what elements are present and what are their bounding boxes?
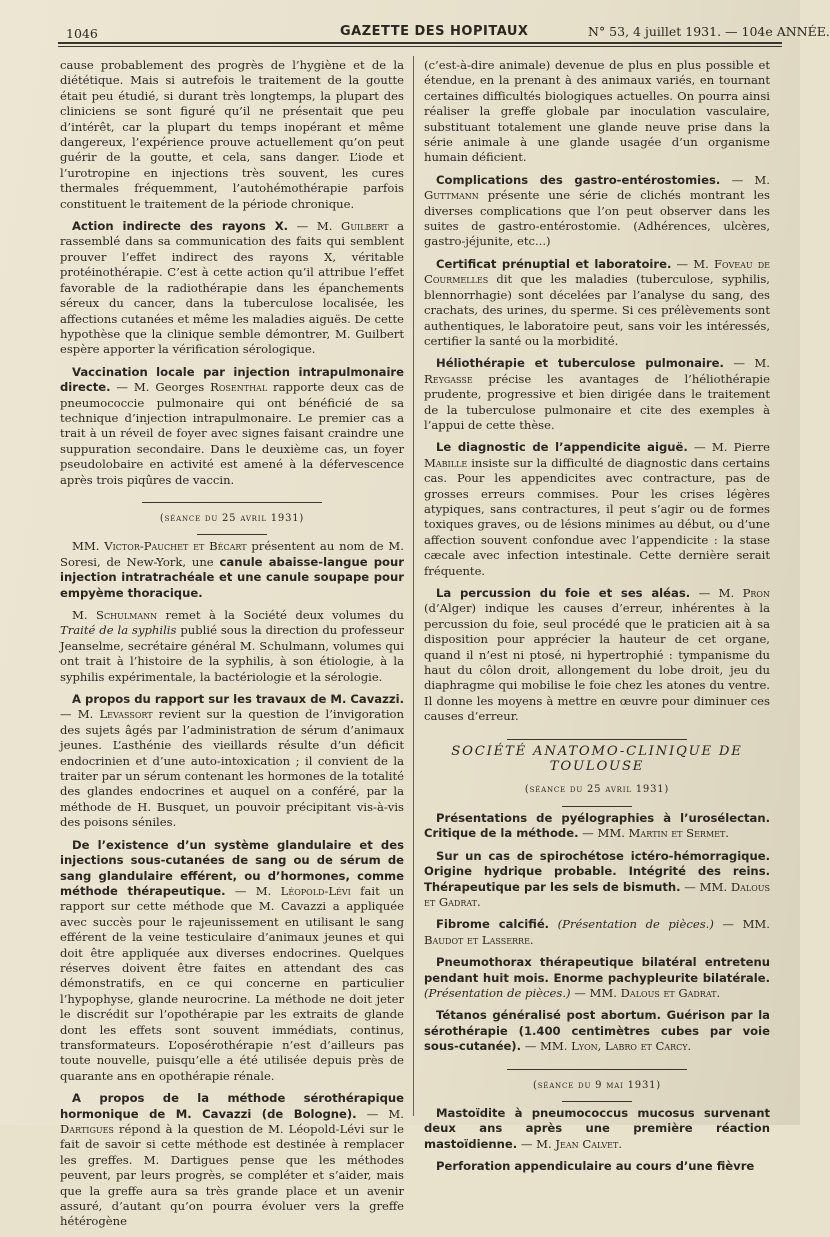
journal-title: GAZETTE DES HOPITAUX bbox=[340, 24, 529, 39]
right-column bbox=[424, 58, 770, 1182]
section-divider bbox=[507, 739, 687, 740]
author-name: Rosenthal bbox=[210, 380, 268, 395]
note-italic: (Présentation de pièces.) bbox=[424, 985, 571, 1000]
author-name: Levassort bbox=[99, 707, 153, 722]
article-heading: Tétanos généralisé post abortum. Guérison par la sérothérapie (1.400 centimètres cubes par voie sous-cutanée). bbox=[424, 1008, 770, 1054]
author-name: Guttmann bbox=[424, 188, 479, 203]
author-name: Mabille bbox=[424, 455, 468, 470]
article-heading: Perforation appendiculaire au cours d’une fièvre bbox=[436, 1159, 755, 1174]
author-name: — MM. Dalous et Gadrat. bbox=[424, 879, 771, 909]
article-heading: Le diagnostic de l’appendicite aiguë. bbox=[436, 440, 688, 455]
article-heading: Vaccination locale par injection intrapulmonaire directe. bbox=[60, 364, 404, 395]
article-heading: Action indirecte des rayons X. bbox=[72, 219, 289, 234]
article-paragraph: Action indirecte des rayons X. — M. Guilbert a rassemblé dans sa communication des faits qui semblent prouver l’effet indirect des rayons X, véritable protéinothérapie. C’est à cette action qu’il attribue l’effet favorable de la radiothérapie dans les épanchements séreux du cancer, dans la tuberculose localisée, les affections cutanées et même les maladies aiguës. De cette hypothèse que la clinique semble démontrer, M. Guilbert espère apporter la vérification sérologique. bbox=[60, 219, 405, 357]
session-date: (séance du 9 mai 1931) bbox=[533, 1079, 661, 1091]
author-name: — MM. Lyon, Labro et Carcy. bbox=[521, 1039, 692, 1054]
article-paragraph bbox=[424, 917, 770, 948]
article-heading: Présentations de pyélographies à l’urosélectan. Critique de la méthode. bbox=[424, 810, 770, 841]
article-paragraph: Le diagnostic de l’appendicite aiguë. — M. Pierre Mabille insiste sur la difficulté de diagnostic dans certains cas. Pour les appendicites avec contracture, pas de grosses erreurs commises. Pour les crises légères atypiques, sans contractures, il peut s’agir ou de formes toxiques graves, ou de lésions minimes au début, ou d’une affection souvent confondue avec l’appendicite : la stase cæcale avec infection intestinale. Cette dernière serait fréquente. bbox=[424, 440, 770, 578]
session-date: (séance du 25 avril 1931) bbox=[159, 512, 305, 524]
article-heading: La percussion du foie et ses aléas. bbox=[436, 586, 691, 600]
book-title: Traité de la syphilis bbox=[60, 623, 177, 638]
section-divider bbox=[562, 1101, 632, 1102]
article-paragraph: A propos du rapport sur les travaux de M. Cavazzi. — M. Levassort revient sur la question de l’invigoration des sujets âgés par l’administration de sérum d’animaux jeunes. L’asthénie des vieillards résulte d’un déficit endocrinien et d’une auto-intoxication ; il convient de la traiter par un sérum contenant les hormones de la totalité des glandes endocrines et auquel on a conféré, par la méthode de H. Busquet, un pouvoir précipitant vis-à-vis des poisons séniles. bbox=[60, 692, 404, 830]
author-name: — MM. Martin et Sermet. bbox=[578, 826, 729, 841]
section-divider bbox=[507, 1069, 687, 1070]
society-heading: SOCIÉTÉ ANATOMO-CLINIQUE DE TOULOUSE bbox=[451, 743, 743, 775]
article-paragraph: Certificat prénuptial et laboratoire. — M. Foveau de Courmelles dit que les maladies (tuberculose, syphilis, blennorrhagie) sont décelées par l’analyse du sang, des crachats, des urines, du sperme. Si ces prélèvements sont authentiques, le laboratoire peut, sans voir les intéressés, certifier la santé ou la morbidité. bbox=[424, 256, 770, 348]
article-heading: canule abaisse-langue pour injection intratrachéale et une canule soupape pour empyème thoracique. bbox=[60, 554, 404, 600]
article-paragraph bbox=[424, 955, 770, 1001]
article-heading: Mastoïdite à pneumococcus mucosus survenant deux ans après une première réaction mastoïdienne. bbox=[424, 1105, 770, 1151]
author-name: Reygasse bbox=[424, 371, 473, 386]
article-paragraph bbox=[424, 1008, 770, 1054]
article-heading: Fibrome calcifié. bbox=[436, 917, 550, 932]
author-name: Victor-Pauchet et Bécart bbox=[104, 539, 247, 554]
article-paragraph bbox=[424, 1159, 770, 1174]
article-heading: Complications des gastro-entérostomies. bbox=[436, 172, 721, 187]
section-divider bbox=[142, 502, 322, 503]
section-divider bbox=[562, 806, 632, 807]
left-column bbox=[60, 58, 404, 1237]
article-paragraph bbox=[424, 1106, 770, 1152]
article-paragraph: cause probablement des progrès de l’hygiène et de la diététique. Mais si autrefois le traitement de la goutte était peu étudié, si durant très longtemps, la plupart des cliniciens se sont figuré qu’il ne présentait que peu d’intérêt, car la plupart du temps inopérant et même dangereux, l’expérience prouve actuellement qu’on peut guérir de la goutte, et cela, sans danger. L’iode et l’urotropine en injections très souvent, les cures thermales fréquemment, l’autohémothérapie parfois constituent le traitement de la période chronique. bbox=[60, 58, 404, 211]
header-rule bbox=[58, 42, 782, 44]
header-rule-thin bbox=[58, 46, 782, 47]
author-name: M. Guilbert bbox=[316, 219, 389, 234]
issue-line: N° 53, 4 juillet 1931. — 104e ANNÉE. bbox=[588, 24, 830, 39]
article-heading: Certificat prénuptial et laboratoire. bbox=[436, 256, 672, 271]
article-heading: A propos du rapport sur les travaux de M. Cavazzi. bbox=[72, 692, 404, 707]
article-heading: Sur un cas de spirochétose ictéro-hémorragique. Origine hydrique probable. Intégrité des reins. Thérapeutique par les sels de bismuth. bbox=[424, 848, 770, 894]
author-name: — MM. Dalous et Gadrat. bbox=[570, 985, 721, 1000]
author-name: Schulmann bbox=[96, 608, 158, 622]
author-name: — MM. Baudot et Lasserre. bbox=[424, 917, 770, 947]
author-name: Léopold-Lévi bbox=[280, 883, 351, 898]
note-italic: (Présentation de pièces.) bbox=[549, 917, 714, 932]
page-header bbox=[50, 14, 830, 41]
author-name: — M. Jean Calvet. bbox=[517, 1136, 623, 1151]
article-paragraph: M. Schulmann remet à la Société deux volumes du Traité de la syphilis publié sous la direction du professeur Jeanselme, secrétaire général M. Schulmann, volumes qui ont trait à l’histoire de la syphilis, à son étiologie, à la syphilis expérimentale, la bactériologie et la sérologie. bbox=[60, 608, 405, 684]
article-paragraph: (c’est-à-dire animale) devenue de plus en plus possible et étendue, en la prenant à des animaux variés, en tournant certaines difficultés biologiques actuelles. On pourra ainsi réaliser la greffe globale par inoculation vasculaire, substituant totalement une glande neuve prise dans la série animale à une glande usagée d’un organisme humain déficient. bbox=[424, 58, 770, 165]
article-paragraph: MM. Victor-Pauchet et Bécart présentent au nom de M. Soresi, de New-York, une canule abaisse-langue pour injection intratrachéale et une canule soupape pour empyème thoracique. bbox=[60, 539, 404, 600]
article-paragraph: Complications des gastro-entérostomies. — M. Guttmann présente une série de clichés montrant les diverses complications que l’on peut observer dans les suites de gastro-entérostomie. (Adhérences, ulcères, gastro-jéjunite, etc...) bbox=[424, 172, 770, 249]
article-paragraph: La percussion du foie et ses aléas. — M. Pron (d’Alger) indique les causes d’erreur, inhérentes à la percussion du foie, seul procédé que le praticien ait à sa disposition pour apprécier la hauteur de cet organe, quand il n’est ni ptosé, ni hypertrophié : tympanisme du haut du côlon droit, allongement du lobe droit, jeu du diaphragme qui mobilise le foie chez les atones du ventre. Il donne les moyens à mettre en œuvre pour diminuer ces causes d’erreur. bbox=[424, 586, 770, 724]
article-paragraph bbox=[424, 849, 770, 911]
article-paragraph: De l’existence d’un système glandulaire et des injections sous-cutanées de sang ou de sérum de sang glandulaire efférent, ou d’hormones, comme méthode thérapeutique. — M. Léopold-Lévi fait un rapport sur cette méthode que M. Cavazzi a appliquée avec succès pour le rajeunissement en utilisant le sang efférent de la veine testiculaire d’animaux jeunes et qui doit être appliquée aux diverses endocrines. Quelques réserves doivent être faites en attendant des cas démonstratifs, en ce qui concerne en particulier l’hypophyse, glande neurocrine. La méthode ne doit jeter le discrédit sur l’opothérapie par les extraits de glande dont les effets sont souvent immédiats, continus, transformateurs. L’oposérothérapie n’est d’ailleurs pas toute nouvelle, puisqu’elle a été utilisée depuis près de quarante ans en opothérapie rénale. bbox=[60, 837, 405, 1083]
article-paragraph: A propos de la méthode sérothérapique hormonique de M. Cavazzi (de Bologne). — M. Dartigues répond à la question de M. Léopold-Lévi sur le fait de savoir si cette méthode est destinée à remplacer les greffes. M. Dartigues pense que les méthodes peuvent, par leurs progrès, se compléter et s’aider, mais que la greffe aura sa très grande place et un avenir assuré, d’autant qu’on pourra évoluer vers la greffe hétérogène bbox=[60, 1091, 404, 1229]
author-name: Pron bbox=[742, 586, 770, 600]
author-name: Foveau de Courmelles bbox=[424, 256, 770, 287]
article-paragraph bbox=[424, 811, 770, 842]
article-heading: A propos de la méthode sérothérapique hormonique de M. Cavazzi (de Bologne). bbox=[60, 1091, 404, 1121]
article-heading: De l’existence d’un système glandulaire et des injections sous-cutanées de sang ou de sérum de sang glandulaire efférent, ou d’hormones, comme méthode thérapeutique. bbox=[60, 837, 404, 898]
article-paragraph: Héliothérapie et tuberculose pulmonaire. — M. Reygasse précise les avantages de l’héliothérapie prudente, progressive et bien dirigée dans le traitement de la tuberculose pulmonaire et cite des exemples à l’appui de cette thèse. bbox=[424, 356, 770, 432]
section-divider bbox=[197, 534, 267, 535]
page-number: 1046 bbox=[66, 26, 98, 41]
author-name: Dartigues bbox=[60, 1122, 114, 1136]
column-divider bbox=[413, 56, 414, 1116]
article-heading: Pneumothorax thérapeutique bilatéral entretenu pendant huit mois. Enorme pachypleurite bilatérale. bbox=[424, 955, 770, 985]
article-paragraph: Vaccination locale par injection intrapulmonaire directe. — M. Georges Rosenthal rapporte deux cas de pneumococcie pulmonaire qui ont bénéficié de sa technique d’injection intrapulmonaire. Le premier cas a trait à un réveil de foyer avec signes faisant craindre une suppuration secondaire. Dans le deuxième cas, un foyer pseudolobaire en activité est amené à la défervescence après trois piqûres de vaccin. bbox=[60, 364, 404, 487]
session-date: (séance du 25 avril 1931) bbox=[524, 784, 670, 796]
article-heading: Héliothérapie et tuberculose pulmonaire. bbox=[436, 356, 724, 371]
